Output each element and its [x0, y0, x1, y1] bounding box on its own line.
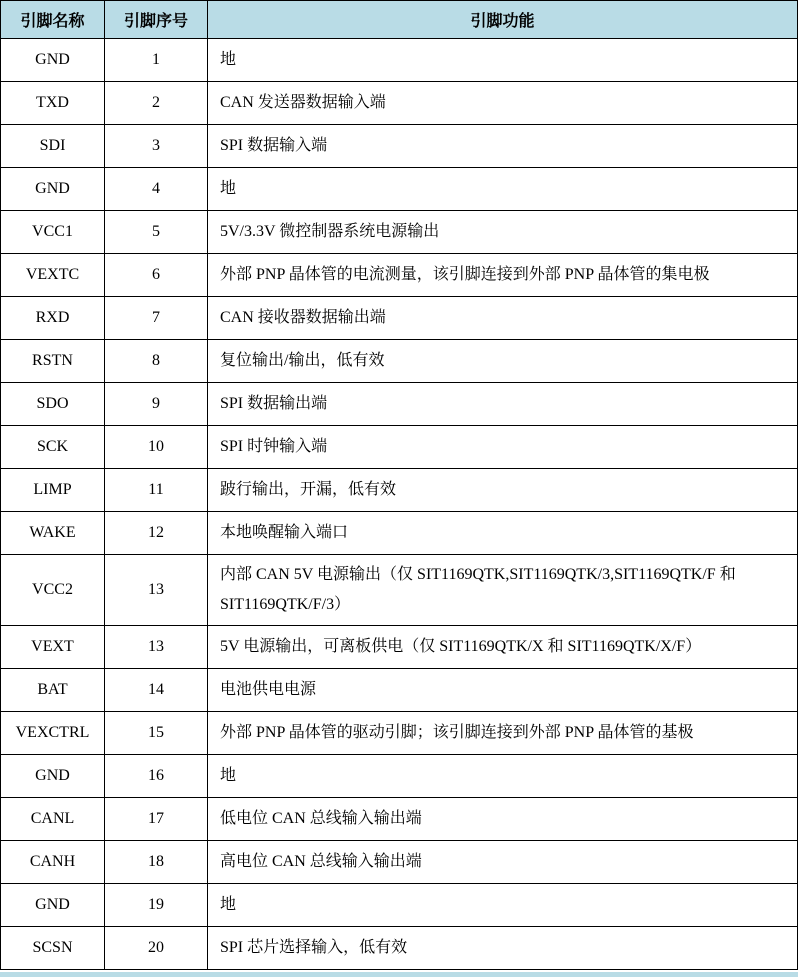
table-row [1, 125, 798, 168]
pin-function-cell: 低电位 CAN 总线输入输出端 [208, 798, 798, 841]
table-row [1, 82, 798, 125]
pin-name-cell: SCK [1, 426, 105, 469]
pin-number-cell: 14 [105, 669, 208, 712]
table-row [1, 884, 798, 927]
pin-name-cell: VEXTC [1, 254, 105, 297]
table-row [1, 211, 798, 254]
pin-number-cell: 20 [105, 927, 208, 970]
pin-function-cell: 外部 PNP 晶体管的驱动引脚；该引脚连接到外部 PNP 晶体管的基极 [208, 712, 798, 755]
pin-number-cell: 5 [105, 211, 208, 254]
pin-name-cell: GND [1, 884, 105, 927]
pin-function-cell: 地 [208, 884, 798, 927]
table-row [1, 841, 798, 884]
pin-function-cell: 地 [208, 39, 798, 82]
pin-number-cell: 1 [105, 39, 208, 82]
pin-number-cell: 12 [105, 512, 208, 555]
pin-name-cell: VCC2 [1, 555, 105, 626]
pin-name-cell: SCSN [1, 927, 105, 970]
table-row [1, 426, 798, 469]
pin-number-cell: 18 [105, 841, 208, 884]
pin-function-cell: SPI 芯片选择输入，低有效 [208, 927, 798, 970]
pin-number-cell: 3 [105, 125, 208, 168]
pin-function-cell: CAN 接收器数据输出端 [208, 297, 798, 340]
table-row [1, 555, 798, 626]
pin-number-cell: 15 [105, 712, 208, 755]
pin-name-cell: GND [1, 168, 105, 211]
pin-name-cell: TXD [1, 82, 105, 125]
pin-name-cell: SDI [1, 125, 105, 168]
pin-name-cell: VEXT [1, 626, 105, 669]
table-row [1, 254, 798, 297]
pin-function-cell: 本地唤醒输入端口 [208, 512, 798, 555]
pin-function-cell: SPI 时钟输入端 [208, 426, 798, 469]
table-row [1, 39, 798, 82]
pin-function-cell: 5V/3.3V 微控制器系统电源输出 [208, 211, 798, 254]
pin-number-cell: 8 [105, 340, 208, 383]
pin-name-cell: CANH [1, 841, 105, 884]
table-row [1, 469, 798, 512]
table-row [1, 755, 798, 798]
pin-name-cell: SDO [1, 383, 105, 426]
pin-name-cell: CANL [1, 798, 105, 841]
header-cell-pin-function: 引脚功能 [208, 1, 798, 39]
pin-function-cell: 地 [208, 755, 798, 798]
table-body [1, 39, 798, 970]
pin-number-cell: 11 [105, 469, 208, 512]
pin-function-cell: 高电位 CAN 总线输入输出端 [208, 841, 798, 884]
table-row [1, 512, 798, 555]
pin-function-cell: SPI 数据输入端 [208, 125, 798, 168]
pin-number-cell: 13 [105, 626, 208, 669]
pin-number-cell: 6 [105, 254, 208, 297]
pin-function-cell: 内部 CAN 5V 电源输出（仅 SIT1169QTK,SIT1169QTK/3,SIT1169QTK/F 和 SIT1169QTK/F/3） [208, 555, 798, 626]
pin-function-cell: SPI 数据输出端 [208, 383, 798, 426]
pin-number-cell: 17 [105, 798, 208, 841]
pin-name-cell: BAT [1, 669, 105, 712]
pin-function-cell: 5V 电源输出，可离板供电（仅 SIT1169QTK/X 和 SIT1169QTK/X/F） [208, 626, 798, 669]
pin-function-cell: 跛行输出，开漏，低有效 [208, 469, 798, 512]
pin-name-cell: LIMP [1, 469, 105, 512]
table-row [1, 340, 798, 383]
pin-number-cell: 13 [105, 555, 208, 626]
header-row [1, 1, 798, 39]
page-bottom-strip [0, 972, 798, 977]
table-row [1, 669, 798, 712]
pin-name-cell: VCC1 [1, 211, 105, 254]
pin-name-cell: WAKE [1, 512, 105, 555]
pin-name-cell: RXD [1, 297, 105, 340]
pin-function-cell: 电池供电电源 [208, 669, 798, 712]
table-row [1, 712, 798, 755]
pin-number-cell: 19 [105, 884, 208, 927]
pin-function-cell: 外部 PNP 晶体管的电流测量，该引脚连接到外部 PNP 晶体管的集电极 [208, 254, 798, 297]
pin-name-cell: RSTN [1, 340, 105, 383]
pin-number-cell: 16 [105, 755, 208, 798]
table-row [1, 927, 798, 970]
pin-name-cell: VEXCTRL [1, 712, 105, 755]
table-row [1, 297, 798, 340]
header-cell-pin-number: 引脚序号 [105, 1, 208, 39]
pin-number-cell: 2 [105, 82, 208, 125]
table-row [1, 626, 798, 669]
pin-function-cell: CAN 发送器数据输入端 [208, 82, 798, 125]
pin-function-cell: 地 [208, 168, 798, 211]
pin-function-cell: 复位输出/输出，低有效 [208, 340, 798, 383]
pin-number-cell: 7 [105, 297, 208, 340]
table-row [1, 798, 798, 841]
table-row [1, 383, 798, 426]
pin-name-cell: GND [1, 39, 105, 82]
pin-number-cell: 9 [105, 383, 208, 426]
pin-number-cell: 10 [105, 426, 208, 469]
pin-name-cell: GND [1, 755, 105, 798]
pin-number-cell: 4 [105, 168, 208, 211]
table-row [1, 168, 798, 211]
header-cell-pin-name: 引脚名称 [1, 1, 105, 39]
